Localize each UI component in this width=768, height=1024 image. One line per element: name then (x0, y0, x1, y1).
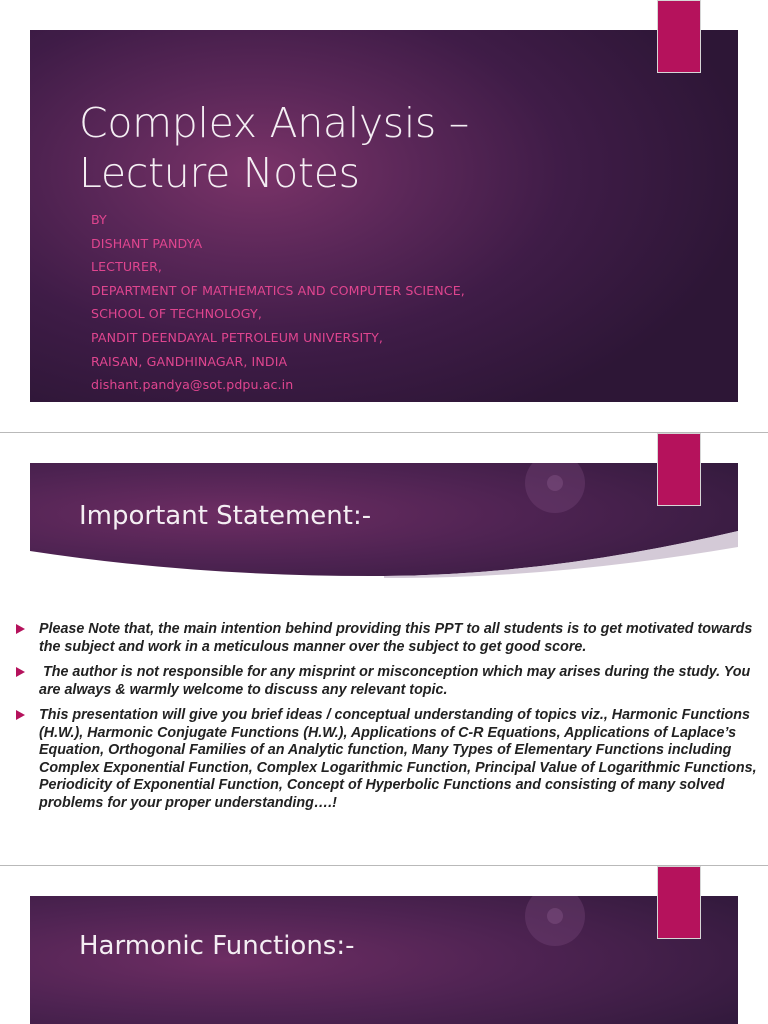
bullet-list (16, 621, 758, 820)
accent-tab (657, 0, 701, 73)
title-line-1: Complex Analysis – (79, 99, 469, 147)
author-role: LECTURER, (91, 259, 163, 275)
list-item (16, 707, 758, 812)
accent-tab (657, 433, 701, 506)
bullet-arrow-icon (16, 667, 25, 677)
bullet-arrow-icon (16, 710, 25, 720)
list-item (16, 621, 758, 656)
author-location: RAISAN, GANDHINAGAR, INDIA (91, 353, 288, 369)
header-banner (30, 463, 738, 578)
important-statement-slide (0, 433, 768, 865)
title-line-2: Lecture Notes (79, 149, 360, 197)
author-by: BY (91, 212, 107, 227)
author-school: SCHOOL OF TECHNOLOGY, (91, 306, 262, 322)
author-email: dishant.pandya@sot.pdpu.ac.in (91, 377, 294, 393)
list-item (16, 664, 758, 699)
header-banner (30, 896, 738, 1024)
slide-title: Harmonic Functions:- (79, 931, 355, 961)
author-info (91, 208, 711, 397)
bullet-text: The author is not responsible for any misprint or misconception which may arises during the study. You are always & warmly welcome to discuss any relevant topic. (39, 664, 755, 698)
accent-tab (657, 866, 701, 939)
title-slide (0, 0, 768, 432)
slide-title: Important Statement:- (79, 501, 372, 531)
author-university: PANDIT DEENDAYAL PETROLEUM UNIVERSITY, (91, 329, 383, 345)
bullet-arrow-icon (16, 624, 25, 634)
author-department: DEPARTMENT OF MATHEMATICS AND COMPUTER SCIENCE, (91, 282, 465, 298)
bullet-text: Please Note that, the main intention behind providing this PPT to all students is to get motivated towards the subject and work in a meticulous manner over the subject to get good score. (39, 621, 753, 655)
harmonic-functions-slide (0, 866, 768, 1024)
bullet-text: This presentation will give you brief ideas / conceptual understanding of topics viz., Harmonic Functions (H.W.), Harmonic Conjugate Functions (H.W.), Applications of C-R Equations, Applications of Laplace’s Equation, Orthogonal Families of an Analytic function, Many Types of Elementary Functions including Complex Exponential Function, Complex Logarithmic Function, Principal Value of Logarithmic Functions, Periodicity of Exponential Function, Concept of Hyperbolic Functions and consisting of many solved problems for your proper understanding….! (39, 707, 757, 811)
author-name: DISHANT PANDYA (91, 235, 203, 251)
presentation-title (79, 98, 639, 198)
